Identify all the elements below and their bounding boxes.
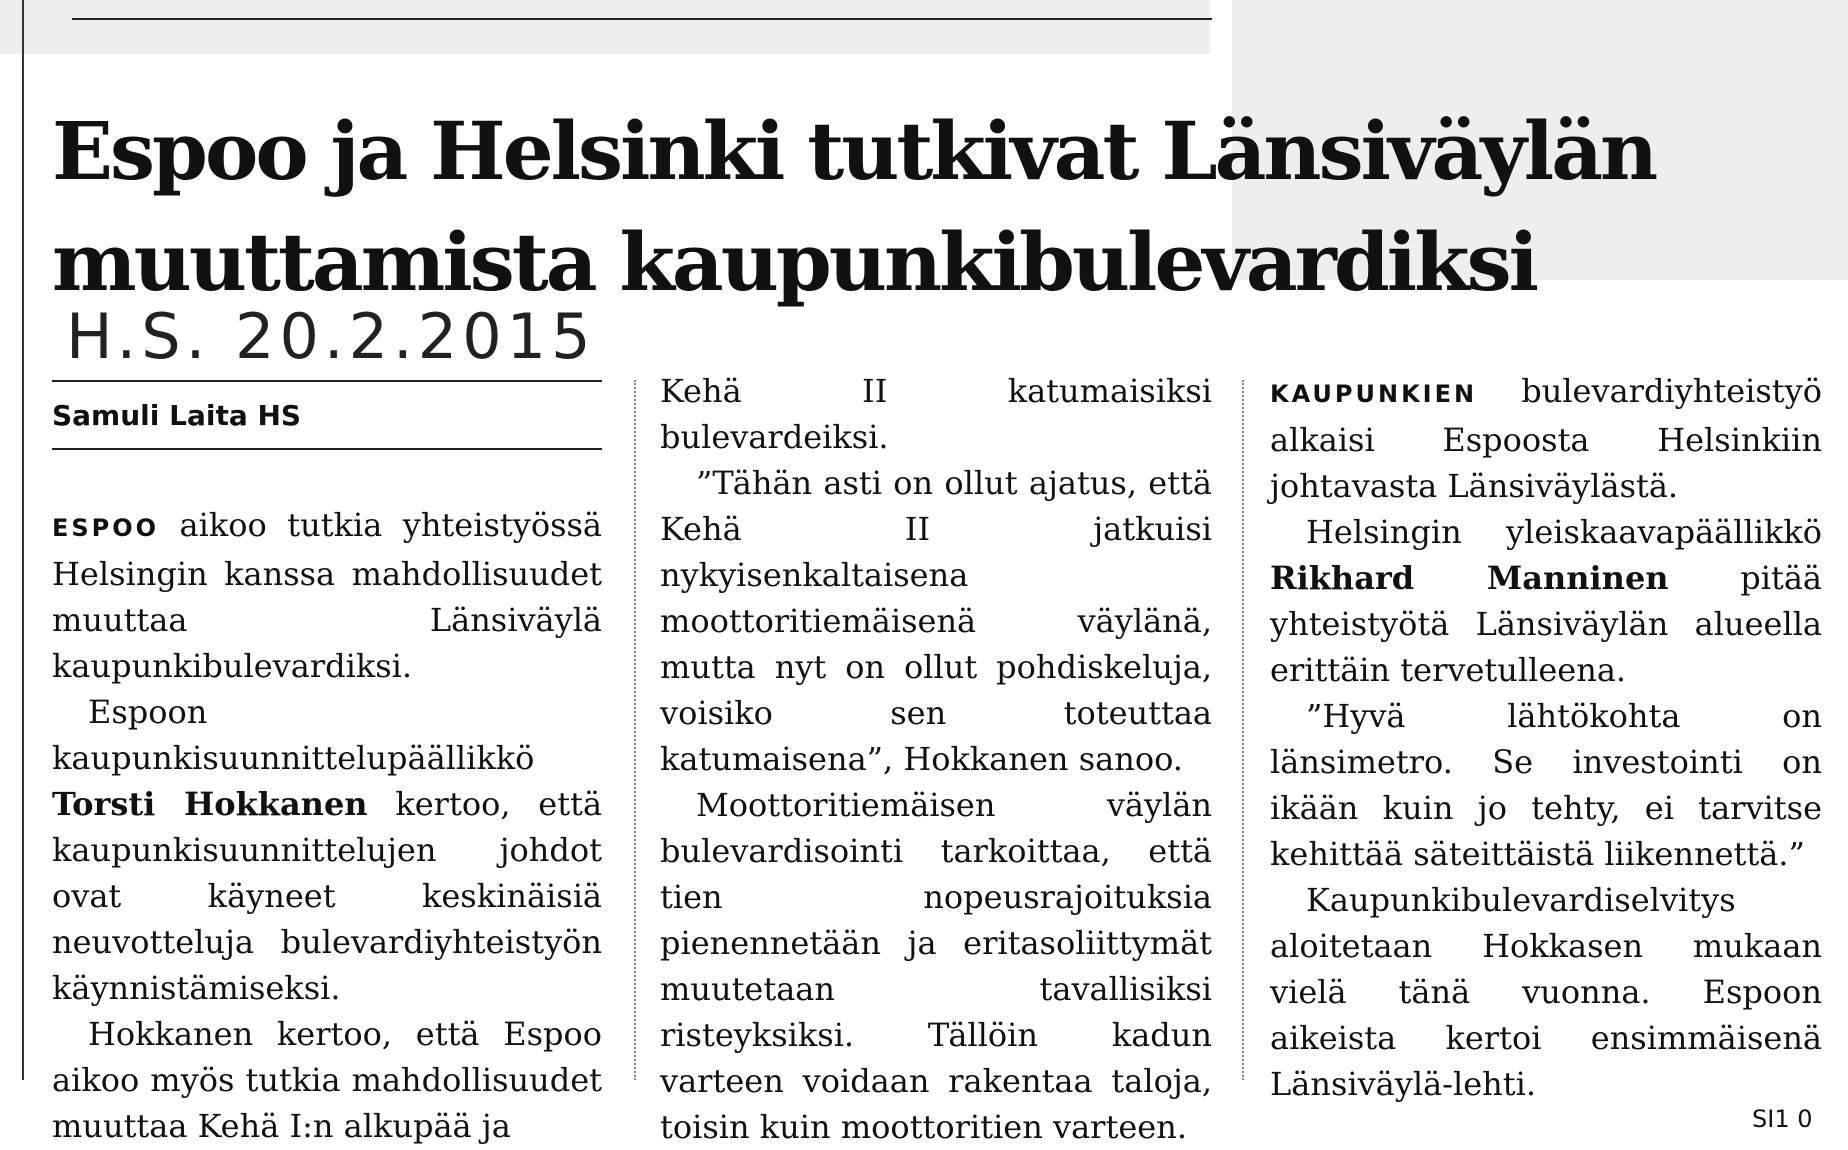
paragraph-text: Helsingin yleiskaavapäällikkö bbox=[1306, 513, 1822, 551]
headline bbox=[52, 96, 1792, 318]
paragraph bbox=[1270, 368, 1822, 509]
paragraph: Moottoritiemäisen väylän bulevardisointi tarkoittaa, että tien nopeusrajoituksia pienennetään ja eritasoliittymät muutetaan tavallisiksi risteyksiksi. Tällöin kadun varteen voidaan rakentaa taloja, toisin kuin moottoritien varteen. bbox=[660, 786, 1212, 1146]
lead-word: KAUPUNKIEN bbox=[1270, 380, 1478, 408]
paragraph bbox=[52, 502, 602, 689]
handwritten-date-note: H.S. 20.2.2015 bbox=[66, 300, 596, 373]
left-column-rule bbox=[22, 0, 24, 1080]
page-number: SI1 0 bbox=[1752, 1105, 1813, 1133]
column-divider bbox=[1242, 380, 1244, 1080]
paragraph-text: Espoon kaupunkisuunnittelupäällikkö bbox=[52, 693, 535, 777]
paragraph: Kehä II katumaisiksi bulevardeiksi. bbox=[660, 372, 1212, 456]
paragraph bbox=[52, 689, 602, 1011]
paragraph-text: kertoo, että kaupunkisuunnittelujen johdot ovat käyneet keskinäisiä neuvotteluja bulevardiyhteistyön käynnistämiseksi. bbox=[52, 785, 603, 1007]
article-column-3 bbox=[1270, 368, 1822, 1107]
paragraph-text: bulevardiyhteistyö alkaisi Espoosta Helsinkiin johtavasta Länsiväylästä. bbox=[1270, 372, 1822, 505]
byline-bottom-rule bbox=[52, 448, 602, 450]
paragraph-text: pitää yhteistyötä Länsiväylän alueella erittäin tervetulleena. bbox=[1270, 559, 1822, 689]
paragraph-text: aikoo tutkia yhteistyössä Helsingin kanssa mahdollisuudet muuttaa Länsiväylä kaupunkibulevardiksi. bbox=[52, 506, 603, 685]
bleed-through-area-top bbox=[0, 0, 1210, 54]
paragraph bbox=[1270, 509, 1822, 693]
paragraph: Kaupunkibulevardiselvitys aloitetaan Hokkasen mukaan vielä tänä vuonna. Espoon aikeista kertoi ensimmäisenä Länsiväylä-lehti. bbox=[1270, 881, 1822, 1103]
byline-top-rule bbox=[52, 380, 602, 382]
top-rule bbox=[72, 18, 1212, 20]
paragraph: ”Tähän asti on ollut ajatus, että Kehä II jatkuisi nykyisenkaltaisena moottoritiemäisenä väylänä, mutta nyt on ollut pohdiskeluja, voisiko sen toteuttaa katumaisena”, Hokkanen sanoo. bbox=[660, 464, 1212, 778]
paragraph: Hokkanen kertoo, että Espoo aikoo myös tutkia mahdollisuudet muuttaa Kehä I:n alkupää ja bbox=[52, 1015, 602, 1145]
article-column-2 bbox=[660, 368, 1212, 1150]
headline-line-1: Espoo ja Helsinki tutkivat Länsiväylän bbox=[52, 104, 1656, 198]
headline-line-2: muuttamista kaupunkibulevardiksi bbox=[52, 215, 1536, 309]
paragraph: ”Hyvä lähtökohta on länsimetro. Se investointi on ikään kuin jo tehty, ei tarvitse kehittää säteittäistä liikennettä.” bbox=[1270, 697, 1822, 873]
byline: Samuli Laita HS bbox=[52, 399, 302, 432]
person-name: Torsti Hokkanen bbox=[52, 785, 368, 823]
person-name: Rikhard Manninen bbox=[1270, 559, 1669, 597]
column-divider bbox=[634, 380, 636, 1080]
lead-word: ESPOO bbox=[52, 514, 160, 542]
article-column-1 bbox=[52, 502, 602, 1149]
